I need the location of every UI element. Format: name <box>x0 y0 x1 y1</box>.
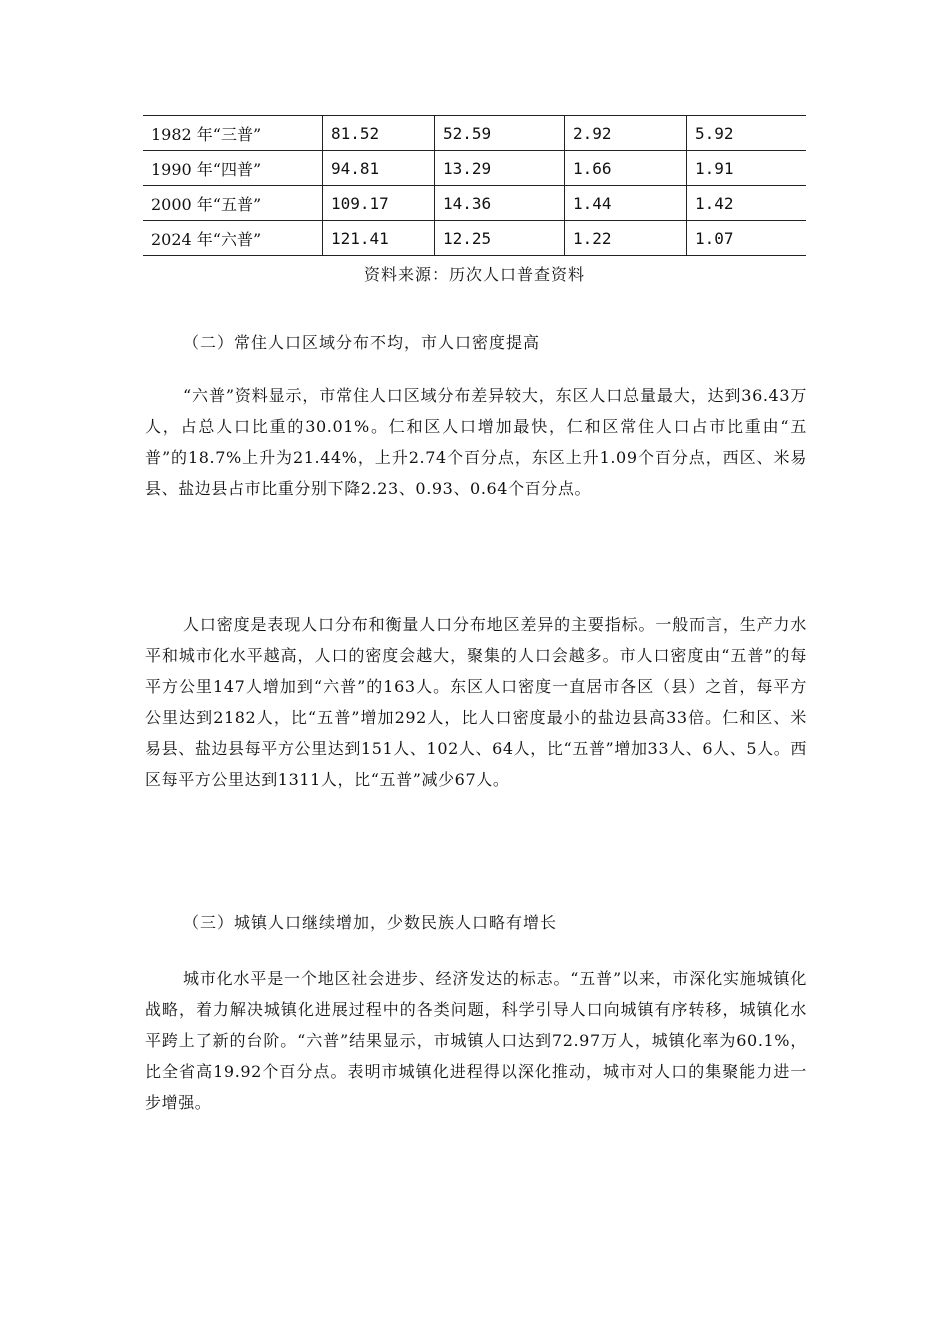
table-cell: 121.41 <box>323 221 435 256</box>
table-cell: 81.52 <box>323 116 435 151</box>
table-row <box>143 116 806 151</box>
table-cell: 109.17 <box>323 186 435 221</box>
table-cell: 52.59 <box>435 116 565 151</box>
table-cell: 1.42 <box>687 186 807 221</box>
table-row <box>143 151 806 186</box>
paragraph-density: 人口密度是表现人口分布和衡量人口分布地区差异的主要指标。一般而言，生产力水平和城市化水平越高，人口的密度会越大，聚集的人口会越多。市人口密度由“五普”的每平方公里147人增加到“六普”的163人。东区人口密度一直居市各区（县）之首，每平方公里达到2182人，比“五普”增加292人，比人口密度最小的盐边县高33倍。仁和区、米易县、盐边县每平方公里达到151人、102人、64人，比“五普”增加33人、6人、5人。西区每平方公里达到1311人，比“五普”减少67人。 <box>145 615 807 789</box>
table-cell: 1.66 <box>565 151 687 186</box>
section-heading-3: （三）城镇人口继续增加，少数民族人口略有增长 <box>183 913 558 932</box>
table-cell: 13.29 <box>435 151 565 186</box>
table-cell: 12.25 <box>435 221 565 256</box>
table-cell: 1.22 <box>565 221 687 256</box>
table-cell: 2.92 <box>565 116 687 151</box>
table-cell: 94.81 <box>323 151 435 186</box>
paragraph-distribution: “六普”资料显示，市常住人口区域分布差异较大，东区人口总量最大，达到36.43万人，占总人口比重的30.01%。仁和区人口增加最快，仁和区常住人口占市比重由“五普”的18.7%上升为21.44%，上升2.74个百分点，东区上升1.09个百分点，西区、米易县、盐边县占市比重分别下降2.23、0.93、0.64个百分点。 <box>145 386 807 498</box>
paragraph-urbanization: 城市化水平是一个地区社会进步、经济发达的标志。“五普”以来，市深化实施城镇化战略，着力解决城镇化进展过程中的各类问题，科学引导人口向城镇有序转移，城镇化水平跨上了新的台阶。“六普”结果显示，市城镇人口达到72.97万人，城镇化率为60.1%，比全省高19.92个百分点。表明市城镇化进程得以深化推动，城市对人口的集聚能力进一步增强。 <box>145 969 807 1112</box>
table-source-note: 资料来源：历次人口普查资料 <box>363 265 585 284</box>
table-cell: 5.92 <box>687 116 807 151</box>
table-cell-year: 2024 年“六普” <box>143 221 323 256</box>
table-cell: 1.44 <box>565 186 687 221</box>
table-cell-year: 1982 年“三普” <box>143 116 323 151</box>
section-heading-2: （二）常住人口区域分布不均，市人口密度提高 <box>183 333 541 352</box>
census-table <box>143 115 806 256</box>
table-row <box>143 186 806 221</box>
table-cell: 1.91 <box>687 151 807 186</box>
table-row <box>143 221 806 256</box>
table-cell: 14.36 <box>435 186 565 221</box>
table-cell-year: 2000 年“五普” <box>143 186 323 221</box>
table-cell: 1.07 <box>687 221 807 256</box>
table-cell-year: 1990 年“四普” <box>143 151 323 186</box>
